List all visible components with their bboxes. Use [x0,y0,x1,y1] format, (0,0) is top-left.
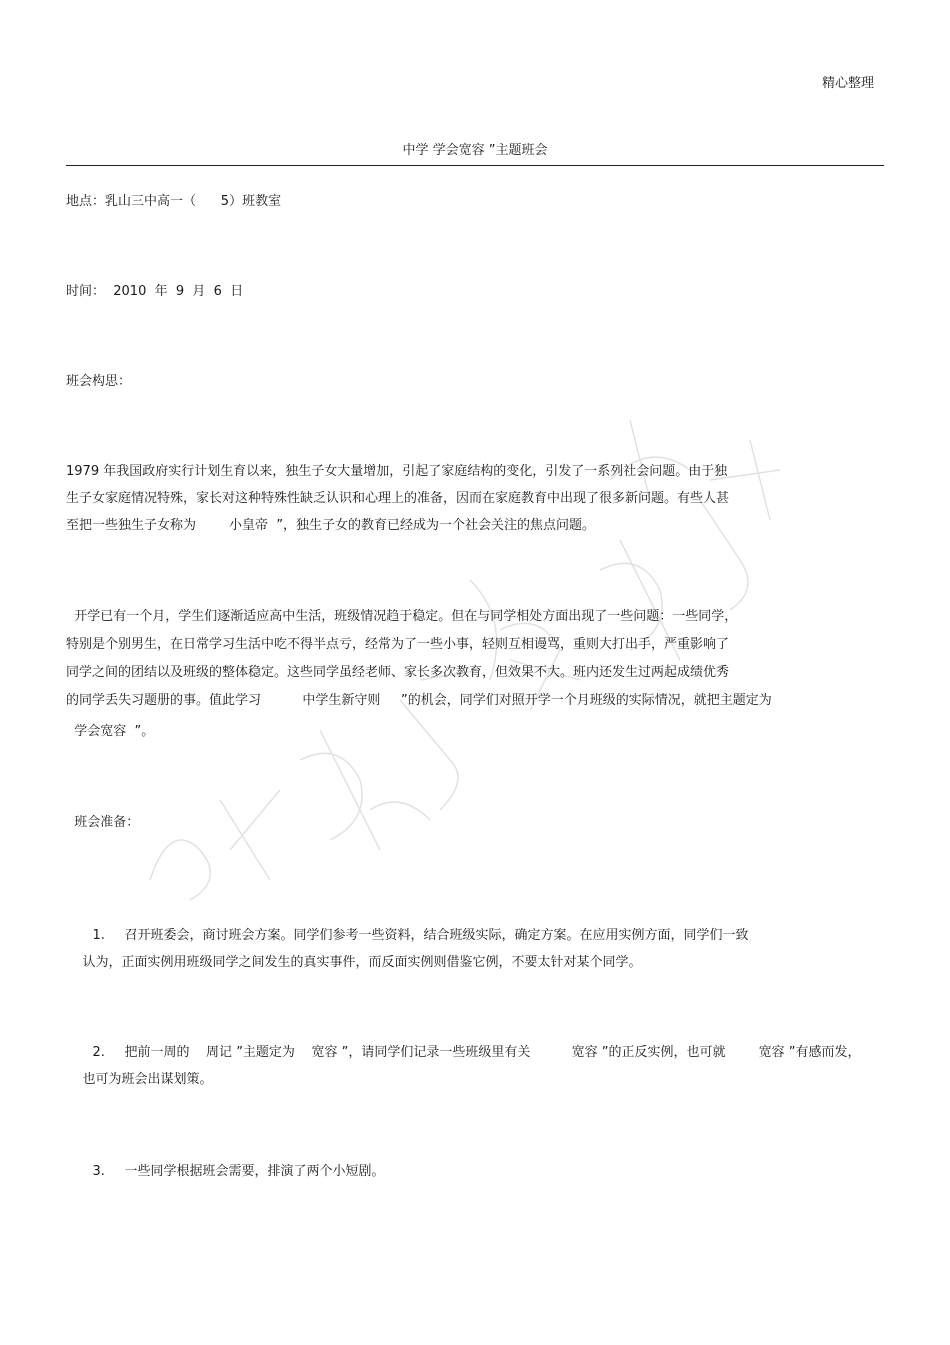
prep-heading: 班会准备： [66,815,140,830]
concept-heading: 班会构思： [66,374,132,389]
list-item-text: 一些同学根据班会需要，排演了两个小短剧。 [124,1164,385,1179]
paragraph-line: 1979 年我国政府实行计划生育以来，独生子女大量增加，引起了家庭结构的变化，引发了一系列社会问题。由于独 [66,464,728,479]
list-item-continuation [66,1044,213,1116]
paragraph-line: 开学已有一个月，学生们逐渐适应高中生活，班级情况趋于稳定。但在与同学相处方面出现了一些问题：一些同学， [66,609,738,624]
list-item-text: 也可为班会出谋划策。 [82,1072,213,1087]
paragraph-line: 的同学丢失习题册的事。值此学习 中学生新守则 ”的机会，同学们对照开学一个月班级的实际情况，就把主题定为 [66,693,772,708]
list-item-text: 把前一周的 周记 ”主题定为 宽容 ”，请同学们记录一些班级里有关 宽容 ”的正反实例，也可就 宽容 ”有感而发， [124,1045,861,1060]
list-item-continuation [66,927,642,999]
list-item [66,1136,385,1208]
list-number: 3. [92,1164,105,1179]
paragraph-line: 特别是个别男生，在日常学习生活中吃不得半点亏，经常为了一些小事，轻则互相谩骂，重则大打出手，严重影响了 [66,637,730,652]
paragraph-line: 同学之间的团结以及班级的整体稳定。这些同学虽经老师、家长多次教育，但效果不大。班内还发生过两起成绩优秀 [66,665,730,680]
title-divider [66,165,884,166]
paragraph-line: 生子女家庭情况特殊，家长对这种特殊性缺乏认识和心理上的准备，因而在家庭教育中出现了很多新问题。有些人甚 [66,491,730,506]
paragraph-line: 至把一些独生子女称为 小皇帝 ”，独生子女的教育已经成为一个社会关注的焦点问题。 [66,518,596,533]
list-number: 2. [92,1045,105,1060]
header-note: 精心整理 [821,76,874,91]
list-item-text: 召开班委会，商讨班会方案。同学们参考一些资料，结合班级实际，确定方案。在应用实例方面，同学们一致 [124,928,749,943]
list-item-text: 认为，正面实例用班级同学之间发生的真实事件，而反面实例则借鉴它例，不要太针对某个同学。 [82,955,642,970]
location-line: 地点：乳山三中高一（ 5）班教室 [66,194,282,209]
time-line: 时间： 2010 年 9 月 6 日 [66,284,244,299]
document-title: 中学 学会宽容 ”主题班会 [402,143,548,158]
paragraph-line: 学会宽容 ”。 [66,724,155,739]
list-number: 1. [92,928,105,943]
